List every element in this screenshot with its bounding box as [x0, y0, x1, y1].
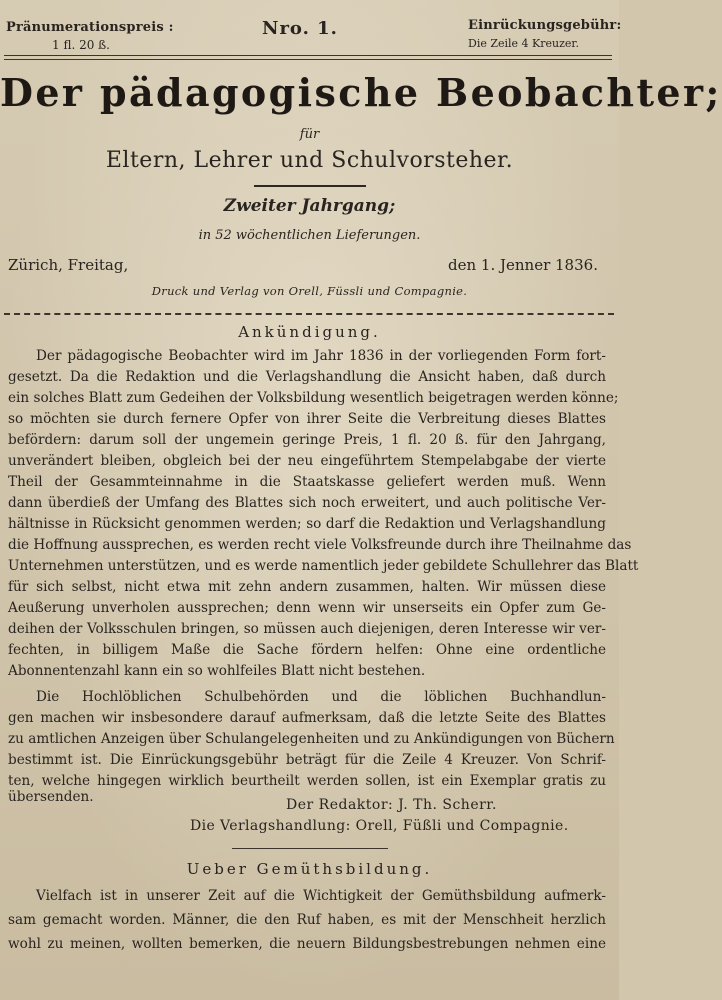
announcement-line: zu amtlichen Anzeigen über Schulangelegenheiten und zu Ankündigungen von Büchern — [8, 731, 615, 747]
announcement-line: für sich selbst, nicht etwa mit zehn andern zusammen, halten. Wir müssen diese — [8, 579, 606, 595]
article-line: Vielfach ist in unserer Zeit auf die Wichtigkeit der Gemüthsbildung aufmerk- — [36, 888, 606, 904]
announcement-line: Theil der Gesammteinnahme in die Staatskasse geliefert werden muß. Wenn — [8, 474, 606, 490]
announcement-line: Aeußerung unverholen aussprechen; denn wenn wir unserseits ein Opfer zum Ge- — [8, 600, 606, 616]
header-rule-bottom — [4, 59, 612, 60]
masthead-divider — [254, 185, 366, 187]
announcement-line: ein solches Blatt zum Gedeihen der Volksbildung wesentlich beigetragen werden könne; — [8, 390, 619, 406]
announcement-line: Die Hochlöblichen Schulbehörden und die löblichen Buchhandlun- — [36, 689, 606, 705]
announcement-line: hältnisse in Rücksicht genommen werden; so darf die Redaktion und Verlagshandlung — [8, 516, 606, 532]
subscription-price-value: 1 fl. 20 ß. — [52, 38, 110, 52]
imprint: Druck und Verlag von Orell, Füssli und Compagnie. — [151, 284, 468, 298]
article-line: sam gemacht worden. Männer, die den Ruf haben, es mit der Menschheit herzlich — [8, 912, 606, 928]
announcement-line: Unternehmen unterstützen, und es werde namentlich jeder gebildete Schullehrer das Blatt — [8, 558, 639, 574]
article-heading: Ueber Gemüthsbildung. — [186, 860, 433, 878]
header-dashed-rule — [4, 313, 614, 315]
insertion-fee-label: Einrückungsgebühr: — [468, 18, 622, 33]
volume-year: Zweiter Jahrgang; — [223, 196, 396, 216]
announcement-line: bestimmt ist. Die Einrückungsgebühr beträgt für die Zeile 4 Kreuzer. Von Schrif- — [8, 752, 606, 768]
announcement-line: ten, welche hingegen wirklich beurtheilt werden sollen, ist ein Exemplar gratis zu — [8, 773, 606, 789]
subscription-price-label: Pränumerationspreis : — [6, 20, 174, 35]
announcement-line: übersenden. — [8, 789, 94, 805]
announcement-line: deihen der Volksschulen bringen, so müssen auch diejenigen, deren Interesse wir ver- — [8, 621, 606, 637]
place-and-day: Zürich, Freitag, — [8, 256, 129, 274]
article-line: wohl zu meinen, wollten bemerken, die neuern Bildungsbestrebungen nehmen eine — [8, 936, 606, 952]
announcement-line: unverändert bleiben, obgleich bei der neu eingeführtem Stempelabgabe der vierte — [8, 453, 606, 469]
announcement-line: fechten, in billigem Maße die Sache fördern helfen: Ohne eine ordentliche — [8, 642, 606, 658]
announcement-line: Abonnentenzahl kann ein so wohlfeiles Blatt nicht bestehen. — [8, 663, 426, 679]
issues-note: in 52 wöchentlichen Lieferungen. — [198, 228, 421, 243]
announcement-line: gesetzt. Da die Redaktion und die Verlagshandlung die Ansicht haben, daß durch — [8, 369, 606, 385]
header-rule-top — [4, 55, 612, 56]
signature-publisher: Die Verlagshandlung: Orell, Füßli und Compagnie. — [190, 818, 569, 834]
masthead-audience: Eltern, Lehrer und Schulvorsteher. — [105, 148, 514, 173]
insertion-fee-value: Die Zeile 4 Kreuzer. — [468, 37, 579, 50]
announcement-line: dann überdieß der Umfang des Blattes sich noch erweitert, und auch politische Ver- — [8, 495, 606, 511]
masthead-title: Der pädagogische Beobachter; — [0, 70, 722, 115]
announcement-line: die Hoffnung aussprechen, es werden recht viele Volksfreunde durch ihre Theilnahme das — [8, 537, 632, 553]
announcement-line: befördern: darum soll der ungemein geringe Preis, 1 fl. 20 ß. für den Jahrgang, — [8, 432, 606, 448]
announcement-heading: Ankündigung. — [238, 323, 381, 341]
issue-number: Nro. 1. — [262, 18, 338, 39]
masthead-for: für — [299, 127, 320, 142]
announcement-line: so möchten sie durch fernere Opfer von ihrer Seite die Verbreitung dieses Blattes — [8, 411, 606, 427]
signature-editor: Der Redaktor: J. Th. Scherr. — [286, 797, 497, 813]
section-divider — [232, 848, 388, 849]
announcement-line: gen machen wir insbesondere darauf aufmerksam, daß die letzte Seite des Blattes — [8, 710, 606, 726]
issue-date: den 1. Jenner 1836. — [448, 256, 598, 274]
announcement-line: Der pädagogische Beobachter wird im Jahr 1836 in der vorliegenden Form fort- — [36, 348, 606, 364]
